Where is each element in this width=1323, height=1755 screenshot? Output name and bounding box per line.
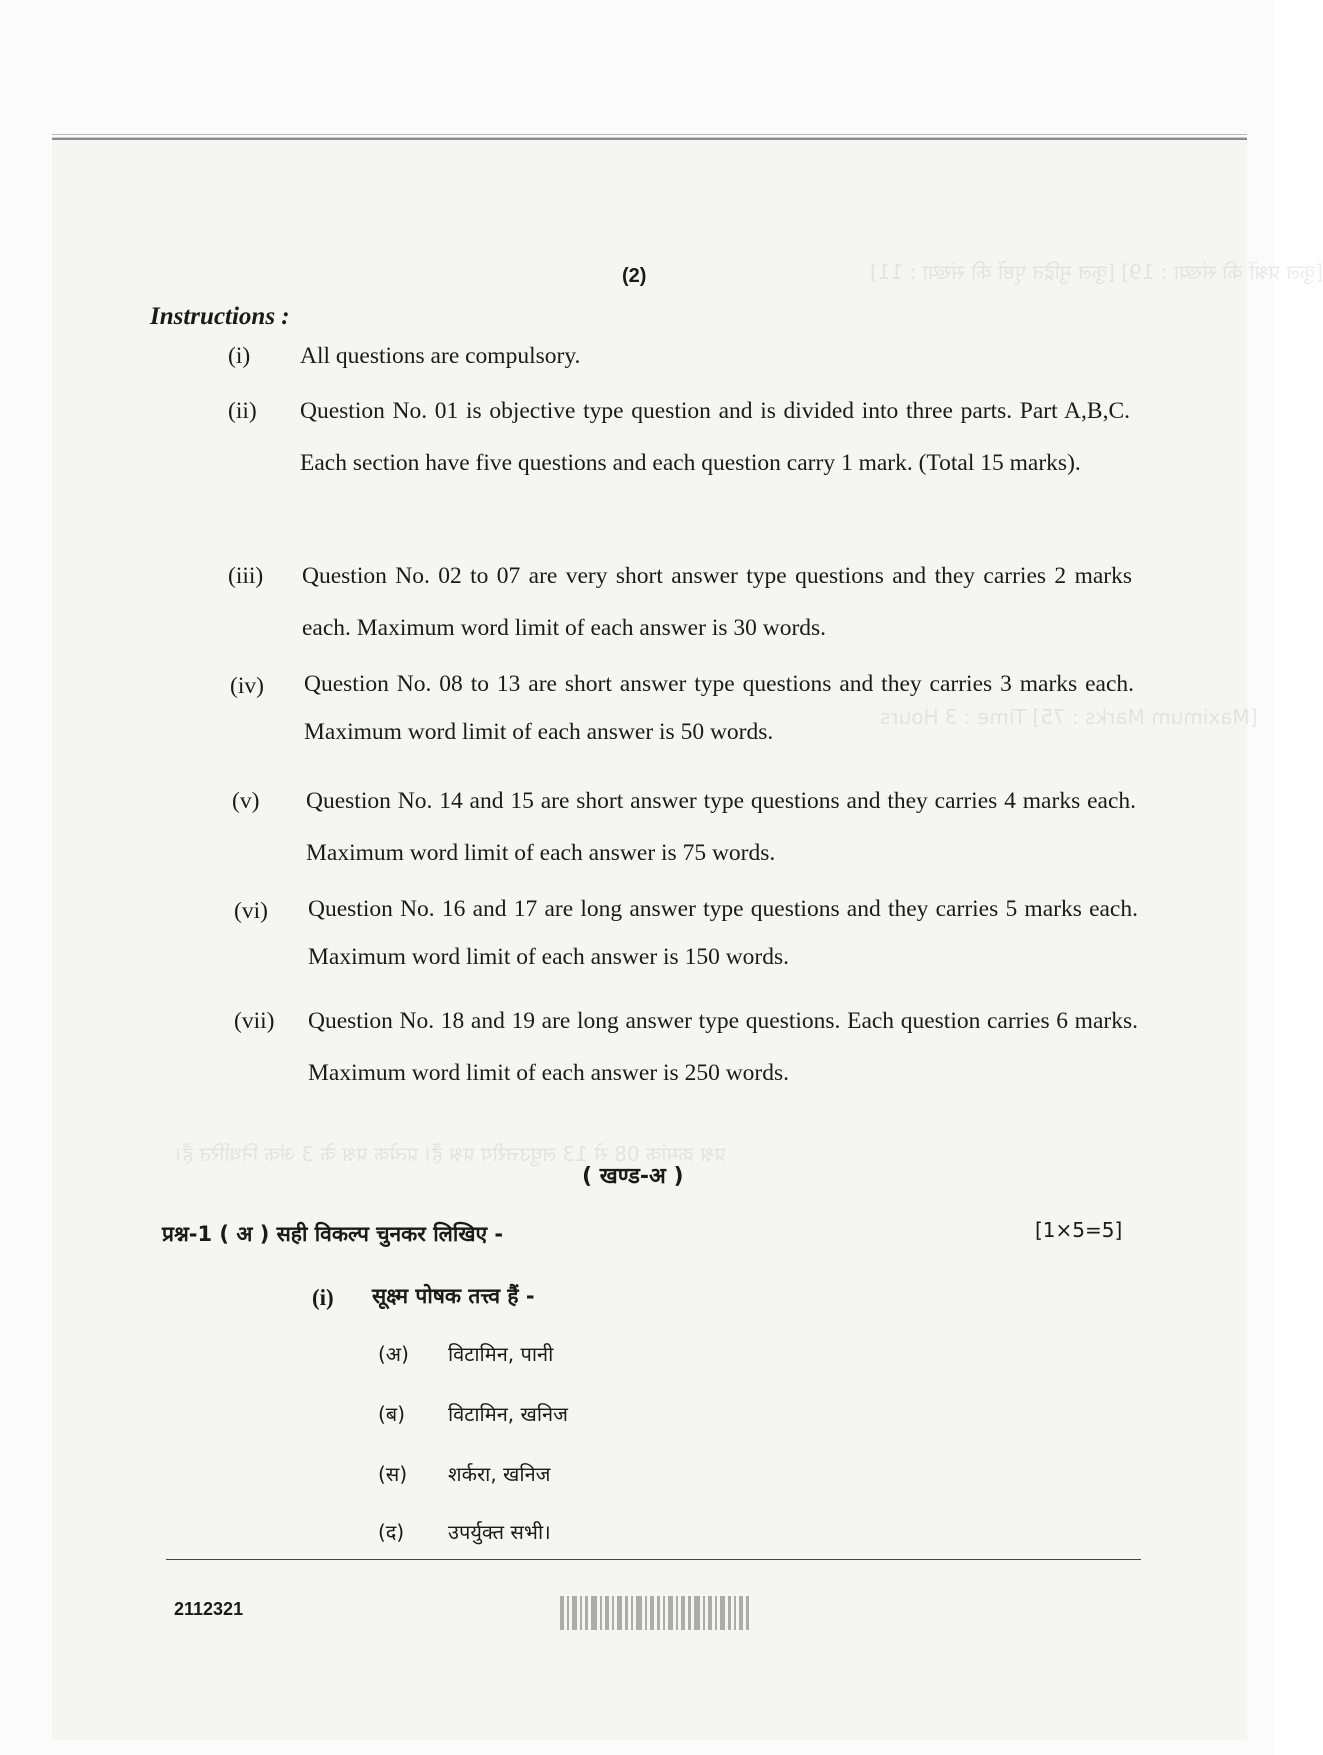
marks-allocation: [1×5=5] xyxy=(1035,1218,1123,1242)
option-text: विटामिन, पानी xyxy=(448,1342,554,1366)
bleed-through-text: [Maximum Marks : 75] Time : 3 Hours xyxy=(880,705,1258,729)
instruction-number: (iv) xyxy=(230,673,264,699)
instruction-text: Question No. 08 to 13 are short answer type questions and they carries 3 marks each. Maximum word limit of each answer is 50 words. xyxy=(304,671,1134,745)
option-text: उपर्युक्त सभी। xyxy=(448,1520,551,1544)
instruction-text: Question No. 18 and 19 are long answer type questions. Each question carries 6 marks. Maximum word limit of each answer is 250 words. xyxy=(308,1008,1138,1086)
section-title: ( खण्ड-अ ) xyxy=(582,1164,684,1189)
footer-rule xyxy=(166,1559,1141,1560)
bleed-through-text: प्रश्न क्रमांक 08 से 13 लघुउत्तरीय प्रश्न हैं। प्रत्येक प्रश्न के 3 अंक निर्धारित हैं। xyxy=(175,1142,726,1166)
option-text: विटामिन, खनिज xyxy=(448,1402,568,1426)
page-number: (2) xyxy=(622,265,647,287)
sub-question-number: (i) xyxy=(312,1285,334,1310)
instruction-number: (vii) xyxy=(234,1008,275,1034)
instruction-text: Question No. 01 is objective type question and is divided into three parts. Part A,B,C. Each section have five questions and each question carry 1 mark. (Total 15 marks). xyxy=(300,398,1130,476)
sheet-edge xyxy=(52,134,1247,135)
option-a xyxy=(378,1340,553,1367)
bleed-through-text: [कुल प्रश्नों की संख्या : 19] [कुल मुद्रित पृष्ठों की संख्या : 11] xyxy=(870,260,1323,284)
option-label: (ब) xyxy=(378,1402,406,1426)
instruction-number: (iii) xyxy=(228,563,264,589)
instruction-number: (i) xyxy=(228,343,251,369)
instruction-text: Question No. 16 and 17 are long answer type questions and they carries 5 marks each. Maximum word limit of each answer is 150 words. xyxy=(308,896,1138,970)
sub-question-text: सूक्ष्म पोषक तत्त्व हैं - xyxy=(372,1284,535,1308)
option-label: (अ) xyxy=(378,1342,409,1366)
instruction-number: (v) xyxy=(232,788,260,814)
option-d xyxy=(378,1518,551,1545)
question-label: प्रश्न-1 ( अ ) सही विकल्प चुनकर लिखिए - xyxy=(162,1222,504,1246)
option-label: (द) xyxy=(378,1520,405,1544)
option-b xyxy=(378,1400,568,1427)
instruction-number: (vi) xyxy=(234,898,268,924)
instruction-text: All questions are compulsory. xyxy=(300,343,581,369)
paper-code: 2112321 xyxy=(174,1599,244,1619)
instruction-text: Question No. 14 and 15 are short answer type questions and they carries 4 marks each. Maximum word limit of each answer is 75 words. xyxy=(306,788,1136,866)
instructions-heading: Instructions : xyxy=(150,303,290,330)
option-c xyxy=(378,1460,551,1487)
option-text: शर्करा, खनिज xyxy=(448,1462,551,1486)
instruction-number: (ii) xyxy=(228,398,257,424)
instruction-text: Question No. 02 to 07 are very short answer type questions and they carries 2 marks each. Maximum word limit of each answer is 30 words. xyxy=(302,563,1132,641)
barcode xyxy=(560,1596,765,1630)
option-label: (स) xyxy=(378,1462,408,1486)
